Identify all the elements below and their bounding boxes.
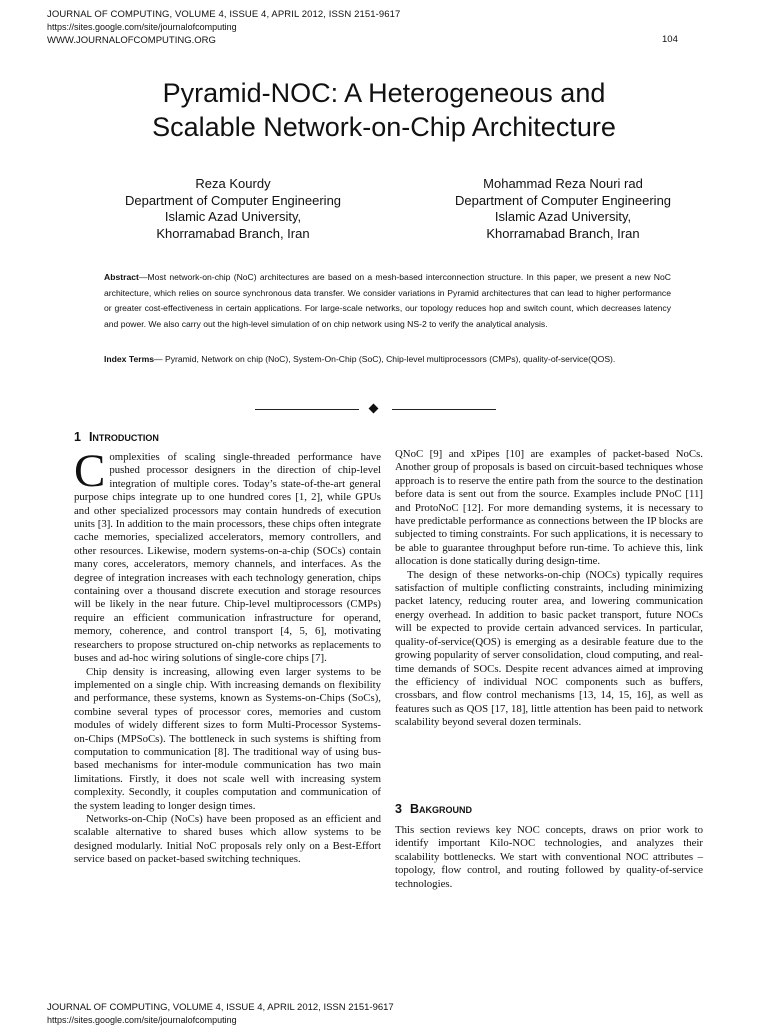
drop-cap: C <box>74 445 106 497</box>
author-university: Islamic Azad University, <box>164 209 302 224</box>
section-number: 1 <box>74 430 81 444</box>
separator-line-right <box>392 409 496 410</box>
author-branch: Khorramabad Branch, Iran <box>486 225 640 241</box>
author-name: Mohammad Reza Nouri rad <box>483 176 643 191</box>
author-department: Department of Computer Engineering <box>124 192 342 208</box>
background-paragraph-1: This section reviews key NOC concepts, draws on prior work to identify important Kilo-NOC technologies, and analyzes their scalability bottlenecks. We start with conventional NOC attributes – topology, flow control, and routing followed by quality-of-service technologies. <box>395 824 703 890</box>
separator-line-left <box>255 409 359 410</box>
intro-paragraph-1-text: omplexities of scaling single-threaded performance have pushed processor designers in the direction of chip-level integration of multiple cores. Today’s state-of-the-art general purpose chips integrate up to one hundred cores [1, 2], while GPUs and other specialized processors may contain hundreds of execution units [3]. In addition to the main processors, these chips often integrate cache memories, specialized accelerators, memory controllers, and other resources. Likewise, modern systems-on-a-chip (SOCs) contain many cores, accelerators, memory channels, and interfaces. As the degree of integration increases with each technology generation, chips containing over a thousand discrete execution and storage resources will be likely in the near future. Chip-level multiprocessors (CMPs) require an efficient communication infrastructure for operand, memory, coherence, and control transport [4, 5, 6], motivating researchers to propose structured on-chip networks as replacements to buses and ad-hoc wiring solutions of single-core chips [7]. <box>74 451 381 665</box>
author-block-1 <box>83 176 383 242</box>
page-number: 104 <box>662 34 678 45</box>
running-header-website: WWW.JOURNALOFCOMPUTING.ORG <box>47 35 216 46</box>
author-branch: Khorramabad Branch, Iran <box>156 225 310 241</box>
section-heading-background <box>395 802 472 816</box>
right-column <box>395 448 703 730</box>
section-heading-introduction <box>74 430 159 444</box>
running-header-journal: JOURNAL OF COMPUTING, VOLUME 4, ISSUE 4, APRIL 2012, ISSN 2151-9617 <box>47 9 401 20</box>
intro-paragraph-2: Chip density is increasing, allowing even larger systems to be implemented on a single chip. With increasing demands on flexibility and performance, these systems, known as Systems-on-Chips (SoCs), combine several types of processor cores, memories and custom modules of widely different sizes to form Multi-Processor Systems-on-Chips (MPSoCs). The bottleneck in such systems is shifting from computation to communication [8]. The traditional way of using bus-based mechanisms for inter-module communication has two main limitations. Firstly, it does not scale well with increasing system complexity. Secondly, it couples computation and communication of the system leading to longer design times. <box>74 665 381 812</box>
intro-paragraph-5: The design of these networks-on-chip (NOCs) typically requires satisfaction of multiple conflicting constraints, including minimizing packet latency, reducing router area, and lowering communication energy overhead. In addition to basic packet transport, future NOCs will be expected to provide certain advanced services. In particular, quality-of-service(QOS) is emerging as a desirable feature due to the growing popularity of server consolidation, cloud computing, and real-time demands of SOCs. Despite recent advances aimed at improving the efficiency of individual NOC components such as buffers, crossbars, and flow control mechanisms [13, 14, 15, 16], as well as features such as QOS [17, 18], little attention has been paid to network scalability beyond several dozen terminals. <box>395 568 703 729</box>
background-text <box>395 824 703 891</box>
index-terms-text: — Pyramid, Network on chip (NoC), System-On-Chip (SoC), Chip-level multiprocessors (CMPs), quality-of-service(QOS). <box>154 354 616 364</box>
section-title: Bakground <box>409 802 472 816</box>
separator-diamond-icon <box>369 404 379 414</box>
left-column <box>74 445 381 867</box>
footer-journal: JOURNAL OF COMPUTING, VOLUME 4, ISSUE 4, APRIL 2012, ISSN 2151-9617 <box>47 1002 394 1013</box>
intro-paragraph-3: Networks-on-Chip (NoCs) have been proposed as an efficient and scalable alternative to shared buses which allow systems to be designed modularly. Initial NoC proposals rely only on a Best-Effort service based on packet-based switching techniques. <box>74 812 381 866</box>
author-name: Reza Kourdy <box>195 176 271 191</box>
author-block-2 <box>413 176 713 242</box>
title-line-1: Pyramid-NOC: A Heterogeneous and <box>162 78 606 108</box>
index-terms <box>104 352 671 368</box>
author-department: Department of Computer Engineering <box>454 192 672 208</box>
author-university: Islamic Azad University, <box>494 209 632 224</box>
footer-url: https://sites.google.com/site/journalofcomputing <box>47 1015 237 1025</box>
abstract-label: Abstract <box>104 272 139 282</box>
index-terms-label: Index Terms <box>104 354 154 364</box>
intro-paragraph-1 <box>74 445 381 666</box>
section-separator <box>255 403 495 417</box>
section-title: Introduction <box>88 430 159 444</box>
abstract-text: —Most network-on-chip (NoC) architectures are based on a mesh-based interconnection structure. In this paper, we present a new NoC architecture, which relies on source synchronous data transfer. We consider variations in Pyramid architectures that can lead to higher performance or greater cost-effectiveness in certain applications. For large-scale networks, our topology reduces hop and switch count, which decreases latency and power. We also carry out the high-level simulation of on chip network using NS-2 to verify the analytical analysis. <box>104 272 671 329</box>
title-line-2: Scalable Network-on-Chip Architecture <box>152 112 616 142</box>
abstract <box>104 270 671 332</box>
running-header-url: https://sites.google.com/site/journalofcomputing <box>47 22 237 32</box>
paper-title <box>0 76 768 144</box>
section-number: 3 <box>395 802 402 816</box>
intro-paragraph-4: QNoC [9] and xPipes [10] are examples of packet-based NoCs. Another group of proposals is based on circuit-based techniques whose approach is to reserve the entire path from the source to the destination before data is sent out from the source. Examples include PNoC [11] and ProtoNoC [12]. For more demanding systems, it is necessary to have predictable performance as connections between the IP blocks are subjected to timing constraints. For such applications, it is necessary to be able to guarantee throughput before run-time. To achieve this, link allocation is done statically during design-time. <box>395 448 703 568</box>
